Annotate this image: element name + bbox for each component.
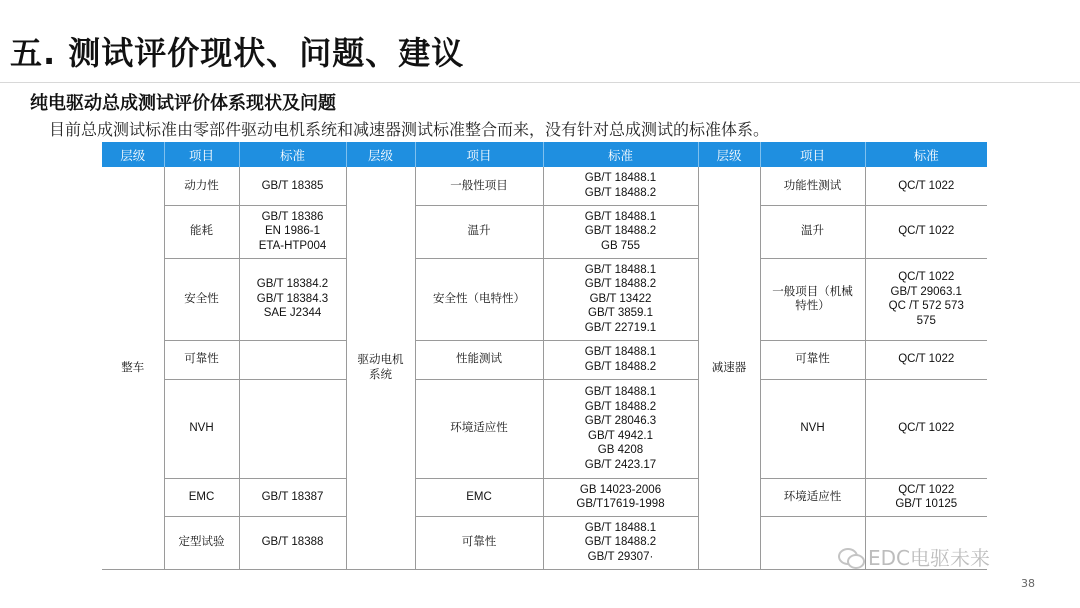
header-cell: 标准 — [239, 142, 346, 167]
standard-cell-line: GB/T 4942.1 — [588, 429, 653, 442]
standard-cell-line: QC/T 1022 — [898, 179, 955, 192]
item-cell: 能耗 — [164, 205, 239, 258]
standard-cell — [543, 167, 698, 205]
standard-cell-line: GB/T 18488.1 — [584, 346, 657, 358]
item-cell: EMC — [415, 478, 543, 516]
table-row — [102, 340, 987, 379]
standard-cell-line: QC/T 1022 — [898, 422, 955, 435]
header-cell: 层级 — [698, 142, 760, 167]
standard-cell-line: GB/T 29307· — [587, 550, 654, 563]
section-description: 目前总成测试标准由零部件驱动电机系统和减速器测试标准整合而来，没有针对总成测试的标准体系。 — [49, 120, 770, 139]
standards-table — [102, 142, 987, 570]
standard-cell — [239, 516, 346, 569]
item-cell: 安全性（电特性） — [415, 258, 543, 340]
standard-cell-line: GB/T 18488.1 — [584, 172, 657, 185]
standard-cell-line: QC/T 1022 — [898, 271, 955, 283]
standard-cell — [865, 167, 987, 205]
standard-cell-line: GB/T 18488.1 — [584, 263, 657, 276]
standard-cell — [239, 379, 346, 478]
standard-cell-line: GB/T 10125 — [895, 498, 958, 510]
level-cell-motor-system-line: 驱动电机 — [357, 354, 404, 367]
item-cell: 动力性 — [164, 167, 239, 205]
standard-cell-line: GB/T 18384.3 — [256, 292, 329, 305]
watermark — [838, 542, 990, 571]
header-cell: 项目 — [164, 142, 239, 167]
table-row — [102, 205, 987, 258]
standard-cell-line: SAE J2344 — [263, 307, 322, 320]
standard-cell-line: GB/T 28046.3 — [584, 415, 657, 427]
header-cell: 层级 — [346, 142, 415, 167]
standard-cell-line: GB/T 29063.1 — [890, 285, 962, 298]
page-number: 38 — [1021, 577, 1035, 590]
standard-cell-line: GB/T 18488.1 — [584, 521, 657, 534]
table-row — [102, 478, 987, 516]
item-cell-line: 温升 — [801, 225, 824, 238]
standard-cell-line: ETA-HTP004 — [258, 239, 327, 252]
standard-cell-line: GB/T 18488.2 — [584, 536, 657, 549]
standard-cell-line: GB/T 18386 — [261, 210, 324, 223]
item-cell: 环境适应性 — [415, 379, 543, 478]
standard-cell — [865, 379, 987, 478]
standard-cell-line: QC /T 572 573 — [888, 300, 964, 312]
standard-cell-line: GB/T 18387 — [261, 490, 324, 503]
header-cell: 标准 — [865, 142, 987, 167]
standard-cell-line: GB/T 18385 — [261, 179, 324, 192]
standard-cell-line: GB/T 18388 — [261, 536, 324, 549]
standard-cell-line: GB/T 2423.17 — [584, 458, 657, 471]
item-cell — [760, 167, 865, 205]
standard-cell — [543, 478, 698, 516]
standard-cell — [543, 205, 698, 258]
level-cell-vehicle: 整车 — [102, 167, 164, 569]
standard-cell-line: GB/T 22719.1 — [584, 321, 657, 334]
standard-cell-line: QC/T 1022 — [898, 225, 955, 238]
standard-cell-line: GB 14023-2006 — [579, 483, 662, 496]
standard-cell — [239, 340, 346, 379]
standard-cell-line: GB/T 18488.2 — [584, 225, 657, 238]
item-cell: 安全性 — [164, 258, 239, 340]
header-cell: 标准 — [543, 142, 698, 167]
standard-cell-line: GB/T 18488.2 — [584, 186, 657, 199]
standard-cell-line: GB/T 18488.1 — [584, 210, 657, 223]
level-cell-motor-system — [346, 167, 415, 569]
header-cell: 层级 — [102, 142, 164, 167]
standard-cell-line: 575 — [916, 314, 936, 327]
item-cell: 一般性项目 — [415, 167, 543, 205]
standard-cell-line: GB/T 18488.2 — [584, 400, 657, 413]
item-cell: EMC — [164, 478, 239, 516]
standard-cell — [543, 379, 698, 478]
item-cell-line: 环境适应性 — [783, 490, 842, 503]
standard-cell — [239, 478, 346, 516]
standard-cell-line: GB/T17619-1998 — [576, 498, 665, 510]
standard-cell-line: QC/T 1022 — [898, 483, 955, 496]
standard-cell — [239, 167, 346, 205]
item-cell-line: 一般项目（机械 — [772, 285, 853, 298]
item-cell — [760, 258, 865, 340]
section-subtitle: 纯电驱动总成测试评价体系现状及问题 — [30, 93, 336, 114]
item-cell: 可靠性 — [164, 340, 239, 379]
title-divider — [0, 82, 1080, 83]
table-header-row — [102, 142, 987, 167]
table-body — [102, 167, 987, 569]
item-cell-line: 功能性测试 — [783, 179, 842, 192]
standard-cell — [865, 258, 987, 340]
item-cell: 可靠性 — [415, 516, 543, 569]
item-cell — [760, 478, 865, 516]
item-cell — [760, 379, 865, 478]
page-title: 五. 测试评价现状、问题、建议 — [10, 34, 465, 72]
item-cell: 定型试验 — [164, 516, 239, 569]
item-cell — [760, 205, 865, 258]
table-row — [102, 379, 987, 478]
table-row — [102, 258, 987, 340]
item-cell-line: NVH — [800, 422, 825, 435]
standard-cell-line: EN 1986-1 — [265, 225, 320, 238]
standard-cell-line: GB/T 3859.1 — [588, 307, 653, 320]
standard-cell-line: QC/T 1022 — [898, 353, 955, 366]
item-cell-line: 可靠性 — [795, 353, 830, 366]
header-cell: 项目 — [415, 142, 543, 167]
header-cell: 项目 — [760, 142, 865, 167]
standard-cell — [543, 258, 698, 340]
standard-cell — [543, 516, 698, 569]
wechat-icon — [838, 546, 864, 568]
watermark-text: EDC电驱未来 — [868, 546, 991, 570]
standard-cell — [239, 205, 346, 258]
item-cell-line: 特性） — [795, 300, 830, 312]
standard-cell-line: GB 4208 — [597, 444, 644, 456]
standard-cell — [865, 205, 987, 258]
item-cell: 温升 — [415, 205, 543, 258]
standard-cell — [865, 478, 987, 516]
standards-table-container — [102, 142, 987, 570]
item-cell: NVH — [164, 379, 239, 478]
item-cell: 性能测试 — [415, 340, 543, 379]
standard-cell-line: GB/T 18488.2 — [584, 278, 657, 291]
standard-cell-line: GB/T 18488.2 — [584, 360, 657, 373]
standard-cell-line: GB/T 13422 — [589, 292, 652, 305]
table-row — [102, 167, 987, 205]
standard-cell — [239, 258, 346, 340]
level-cell-reducer: 减速器 — [698, 167, 760, 569]
standard-cell-line: GB/T 18384.2 — [256, 278, 329, 291]
level-cell-motor-system-line: 系统 — [369, 368, 392, 381]
standard-cell — [865, 340, 987, 379]
standard-cell-line: GB 755 — [601, 239, 640, 252]
standard-cell-line: GB/T 18488.1 — [584, 386, 657, 398]
item-cell — [760, 340, 865, 379]
standard-cell — [543, 340, 698, 379]
